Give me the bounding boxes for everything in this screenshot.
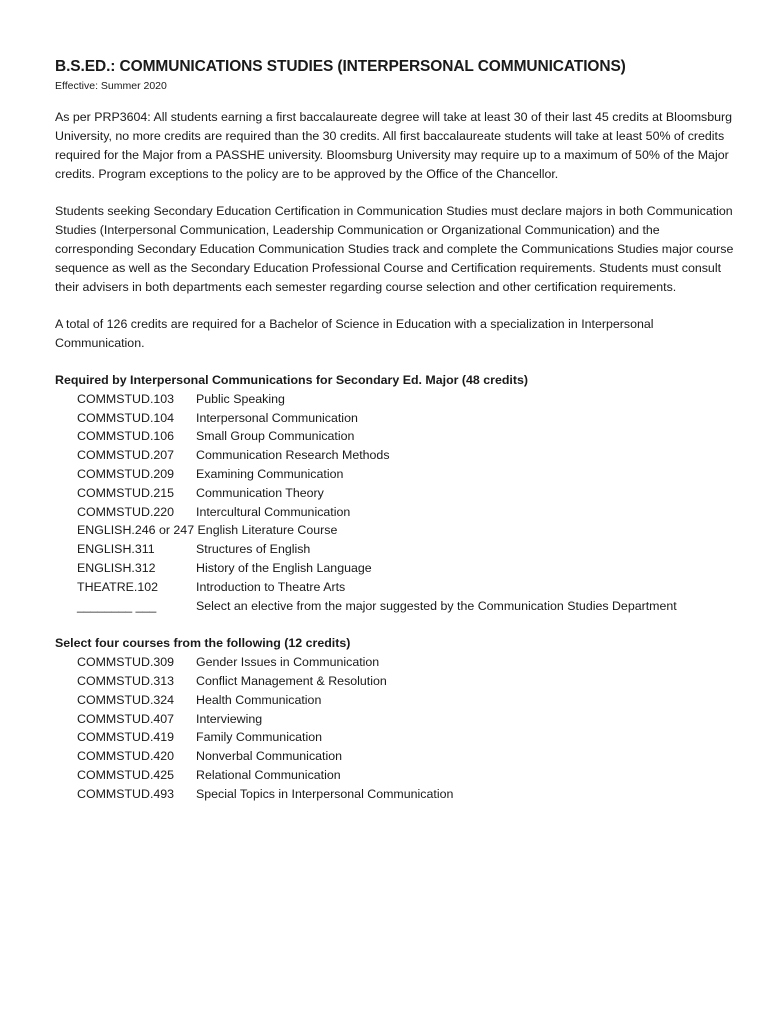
course-name: Intercultural Communication [196,504,351,519]
course-code: COMMSTUD.309 [77,655,175,670]
course-row [55,578,735,597]
course-row [55,672,735,691]
course-code: COMMSTUD.420 [77,749,175,764]
course-name: Family Communication [196,730,323,745]
required-course-list [55,390,735,616]
course-row [55,484,735,503]
course-name: Conflict Management & Resolution [196,673,387,688]
course-code: ENGLISH.246 or 247 [77,523,195,538]
course-code: COMMSTUD.419 [77,730,175,745]
course-row [55,747,735,766]
course-code: THEATRE.102 [77,579,159,594]
course-code: COMMSTUD.207 [77,448,175,463]
course-row [55,521,735,540]
course-name: Interpersonal Communication [196,410,358,425]
paragraph-residency-policy: As per PRP3604: All students earning a first baccalaureate degree will take at least 30 of their last 45 credits at Bloomsburg University, no more credits are required than the 30 credits. All first baccalaureate students will take at least 50% of credits required for the Major from a PASSHE university. Bloomsburg University may require up to a maximum of 50% of the Major credits. Program exceptions to the policy are to be approved by the Office of the Chancellor. [55,110,733,181]
course-row [55,427,735,446]
course-code-blank: ________ ___ [77,598,157,613]
course-code: COMMSTUD.324 [77,692,175,707]
course-code: COMMSTUD.313 [77,673,175,688]
course-code: ENGLISH.312 [77,560,156,575]
course-code: COMMSTUD.104 [77,410,175,425]
course-name: Structures of English [196,542,311,557]
course-name: English Literature Course [197,523,338,538]
effective-date: Effective: Summer 2020 [55,80,167,92]
course-name: Communication Research Methods [196,448,390,463]
course-name: Communication Theory [196,485,324,500]
course-name: History of the English Language [196,560,372,575]
document-content [55,58,735,823]
elective-courses-heading: Select four courses from the following (12 credits) [55,636,351,651]
course-code: COMMSTUD.407 [77,711,175,726]
course-name: Small Group Communication [196,429,355,444]
course-code: COMMSTUD.106 [77,429,175,444]
course-row [55,710,735,729]
course-code: COMMSTUD.220 [77,504,175,519]
course-name: Relational Communication [196,767,341,782]
course-row [55,691,735,710]
course-row [55,597,735,616]
course-row [55,785,735,804]
course-code: COMMSTUD.215 [77,485,175,500]
course-row [55,409,735,428]
course-code: COMMSTUD.209 [77,466,175,481]
course-row [55,446,735,465]
course-name: Health Communication [196,692,322,707]
course-row [55,465,735,484]
course-code: ENGLISH.311 [77,542,155,557]
course-name: Select an elective from the major suggested by the Communication Studies Department [196,598,677,613]
course-row [55,540,735,559]
course-row [55,766,735,785]
course-code: COMMSTUD.493 [77,786,175,801]
course-name: Special Topics in Interpersonal Communication [196,786,454,801]
course-row [55,559,735,578]
paragraph-certification: Students seeking Secondary Education Certification in Communication Studies must declare majors in both Communication Studies (Interpersonal Communication, Leadership Communication or Organizational Communication) and the corresponding Secondary Education Communication Studies track and complete the Communications Studies major course sequence as well as the Secondary Education Professional Course and Certification requirements. Students must consult their advisers in both departments each semester regarding course selection and other certification requirements. [55,204,734,294]
course-code: COMMSTUD.103 [77,391,175,406]
course-name: Introduction to Theatre Arts [196,579,346,594]
course-row [55,653,735,672]
course-row [55,390,735,409]
elective-course-list [55,653,735,803]
course-row [55,728,735,747]
course-row [55,503,735,522]
course-name: Interviewing [196,711,263,726]
paragraph-total-credits: A total of 126 credits are required for a Bachelor of Science in Education with a specialization in Interpersonal Communication. [55,317,654,350]
course-name: Nonverbal Communication [196,749,343,764]
course-name: Examining Communication [196,466,344,481]
page-title: B.S.ED.: COMMUNICATIONS STUDIES (INTERPERSONAL COMMUNICATIONS) [55,58,626,75]
required-courses-heading: Required by Interpersonal Communications for Secondary Ed. Major (48 credits) [55,373,529,387]
course-name: Public Speaking [196,391,285,406]
course-name: Gender Issues in Communication [196,655,380,670]
course-code: COMMSTUD.425 [77,767,175,782]
